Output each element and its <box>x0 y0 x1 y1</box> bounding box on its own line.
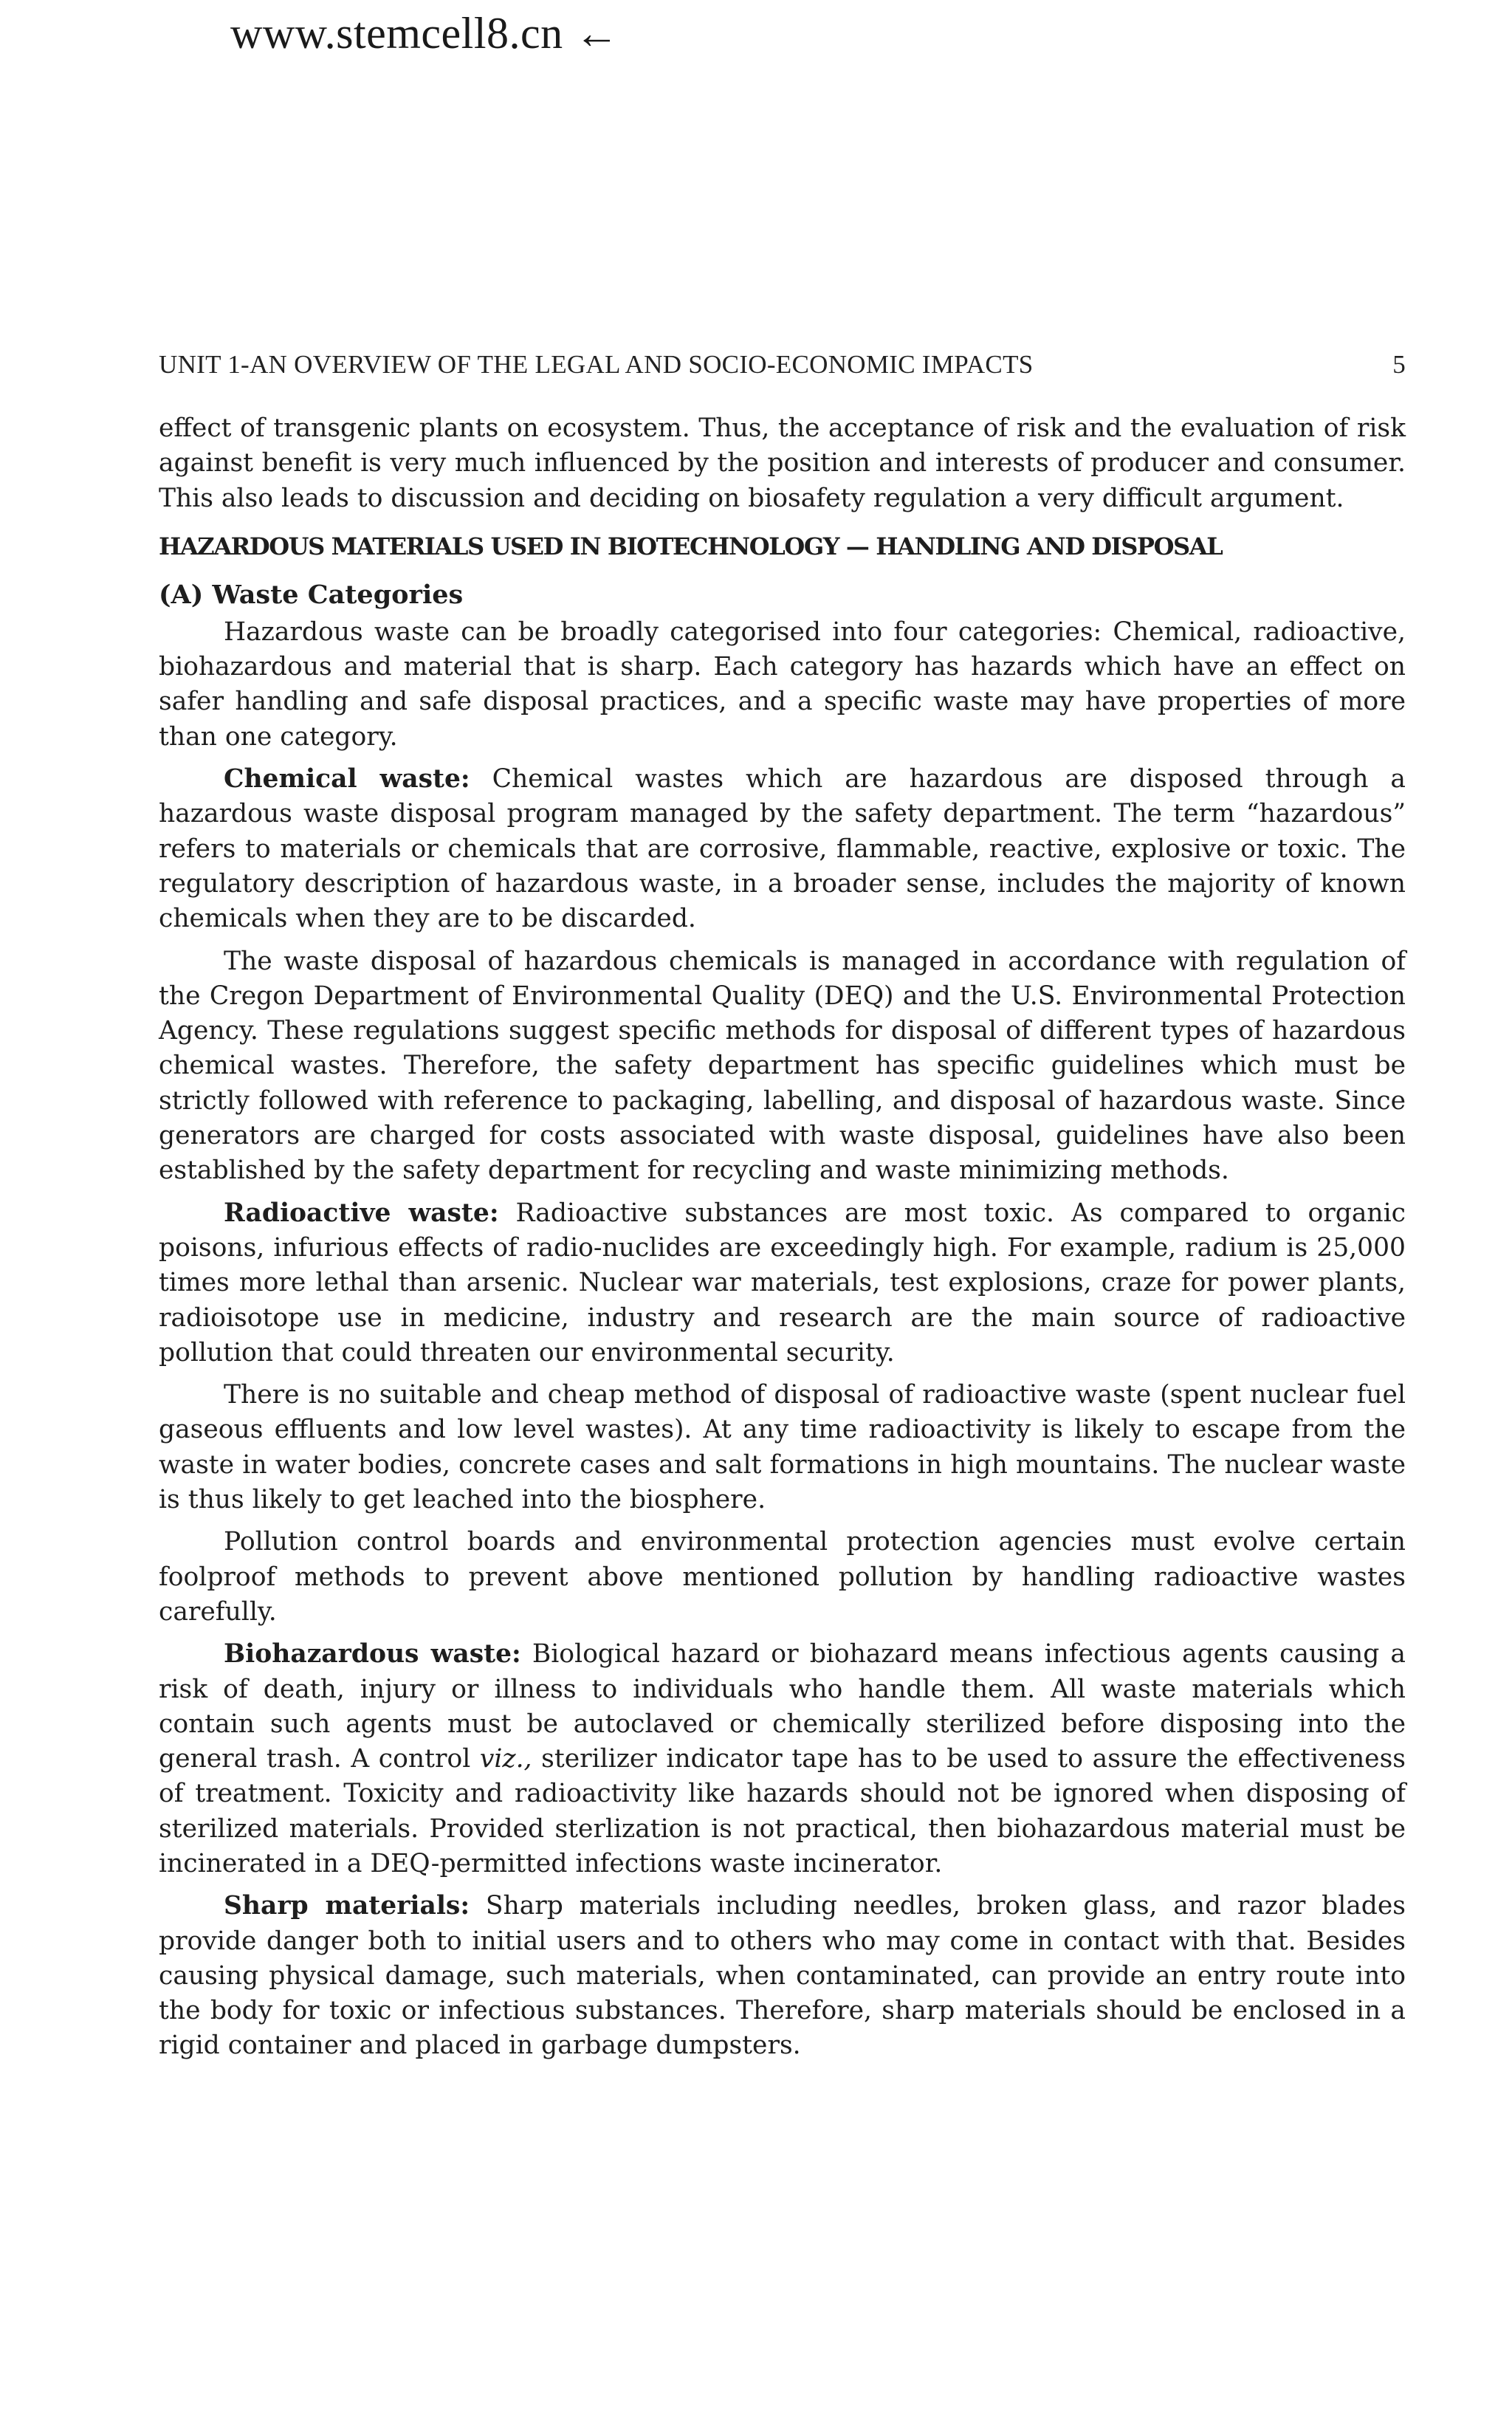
biohazardous-waste-text-1: Biological hazard or biohazard means infectious agents causing a risk of death, injury or illness to individuals who handle them. All waste materials which contain such agents must be autoclaved or chemically sterilized before disposing into the general trash. A control <box>159 1639 1406 1774</box>
chemical-waste-text: Chemical wastes which are hazardous are disposed through a hazardous waste disposal program managed by the safety department. The term “hazardous” refers to materials or chemicals that are corrosive, flammable, reactive, explosive or toxic. The regulatory description of hazardous waste, in a broader sense, includes the majority of known chemicals when they are to be discarded. <box>159 764 1406 934</box>
viz-italic: viz., <box>479 1744 532 1774</box>
chemical-regulation-paragraph: The waste disposal of hazardous chemicals is managed in accordance with regulation of the Cregon Department of Environmental Quality (DEQ) and the U.S. Environmental Protection Agency. These regulations suggest specific methods for disposal of different types of hazardous chemical wastes. Therefore, the safety department has specific guidelines which must be strictly followed with reference to packaging, labelling, and disposal of hazardous waste. Since generators are charged for costs associated with waste disposal, guidelines have also been established by the safety department for recycling and waste minimizing methods. <box>159 946 1406 1186</box>
radioactive-waste-text: Radioactive substances are most toxic. As compared to organic poisons, infurious effects of radio-nuclides are exceedingly high. For example, radium is 25,000 times more lethal than arsenic. Nuclear war materials, test explosions, craze for power plants, radioisotope use in medicine, industry and research are the main source of radioactive pollution that could threaten our environmental security. <box>159 1198 1406 1368</box>
watermark-url: www.stemcell8.cn ← <box>230 9 619 58</box>
chemical-waste-paragraph <box>159 762 1406 936</box>
pollution-control-paragraph: Pollution control boards and environmental protection agencies must evolve certain foolproof methods to prevent above mentioned pollution by handling radioactive wastes carefully. <box>159 1527 1406 1627</box>
subsection-title: (A) Waste Categories <box>159 579 464 610</box>
biohazardous-waste-paragraph <box>159 1637 1406 1881</box>
continuation-paragraph: effect of transgenic plants on ecosystem. Thus, the acceptance of risk and the evaluation of risk against benefit is very much influenced by the position and interests of producer and consumer. This also leads to discussion and deciding on biosafety regulation a very difficult argument. <box>159 413 1406 513</box>
running-title: UNIT 1-AN OVERVIEW OF THE LEGAL AND SOCIO-ECONOMIC IMPACTS <box>159 350 1034 379</box>
sharp-materials-lead: Sharp materials: <box>224 1891 470 1921</box>
radioactive-disposal-paragraph: There is no suitable and cheap method of disposal of radioactive waste (spent nuclear fuel gaseous effluents and low level wastes). At any time radioactivity is likely to escape from the waste in water bodies, concrete cases and salt formations in high mountains. The nuclear waste is thus likely to get leached into the biosphere. <box>159 1380 1406 1515</box>
biohazardous-waste-lead: Biohazardous waste: <box>224 1639 521 1670</box>
sharp-materials-paragraph <box>159 1889 1406 2063</box>
sharp-materials-text: Sharp materials including needles, broken glass, and razor blades provide danger both to initial users and to others who may come in contact with that. Besides causing physical damage, such materials, when contaminated, can provide an entry route into the body for toxic or infectious substances. Therefore, sharp materials should be enclosed in a rigid container and placed in garbage dumpsters. <box>159 1891 1406 2061</box>
biohazardous-waste-text-2: sterilizer indicator tape has to be used to assure the effectiveness of treatment. Toxicity and radioactivity like hazards should not be ignored when disposing of sterilized materials. Provided sterlization is not practical, then biohazardous material must be incinerated in a DEQ-permitted infections waste incinerator. <box>159 1744 1406 1878</box>
running-header <box>159 350 1406 380</box>
chemical-waste-lead: Chemical waste: <box>224 764 470 795</box>
section-title: HAZARDOUS MATERIALS USED IN BIOTECHNOLOGY — HANDLING AND DISPOSAL <box>159 532 1223 560</box>
page-body <box>159 411 1406 2064</box>
radioactive-waste-paragraph <box>159 1196 1406 1370</box>
intro-paragraph: Hazardous waste can be broadly categorised into four categories: Chemical, radioactive, biohazardous and material that is sharp. Each category has hazards which have an effect on safer handling and safe disposal practices, and a specific waste may have properties of more than one category. <box>159 617 1406 752</box>
radioactive-waste-lead: Radioactive waste: <box>224 1198 499 1228</box>
page-number: 5 <box>1392 350 1406 379</box>
